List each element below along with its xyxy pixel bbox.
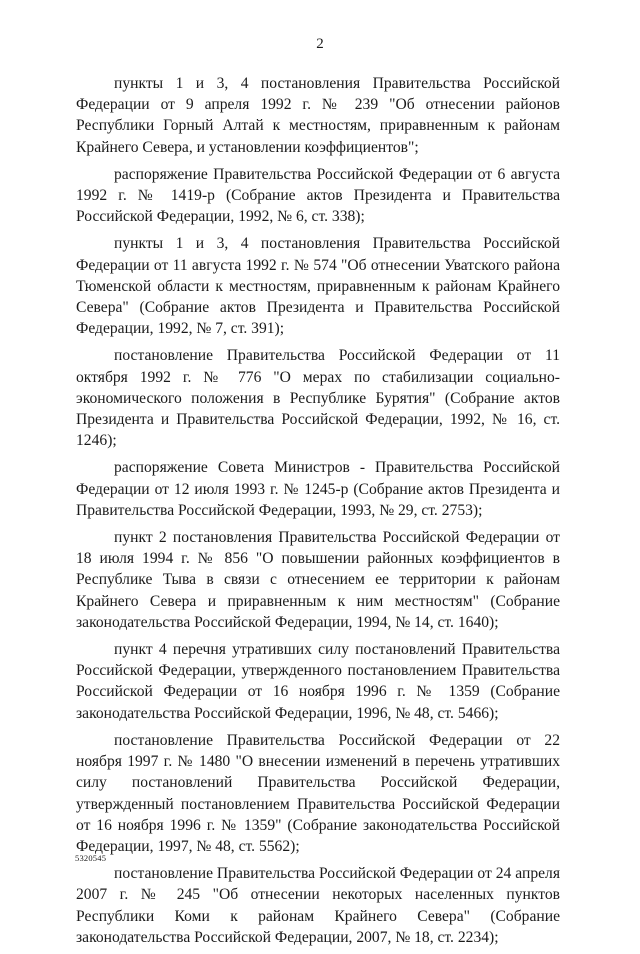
list-item: пункт 4 перечня утративших силу постановлений Правительства Российской Федерации, утвержденного постановлением Правительства Российской Федерации от 16 ноября 1996 г. № 1359 (Собрание законодательства Российской Федерации, 1996, № 48, ст. 5466); <box>76 641 560 722</box>
page-number: 2 <box>316 36 324 52</box>
list-item: постановление Правительства Российской Федерации от 24 апреля 2007 г. № 245 "Об отнесении некоторых населенных пунктов Республики Коми к районам Крайнего Севера" (Собрание законодательства Российской Федерации, 2007, № 18, ст. 2234); <box>76 865 560 946</box>
list-item: распоряжение Совета Министров - Правительства Российской Федерации от 12 июля 1993 г. № 1245-р (Собрание актов Президента и Правительства Российской Федерации, 1993, № 29, ст. 2753); <box>76 459 560 519</box>
list-item: пункты 1 и 3, 4 постановления Правительства Российской Федерации от 9 апреля 1992 г. № 239 "Об отнесении районов Республики Горный Алтай к местностям, приравненным к районам Крайнего Севера, и установлении коэффициентов"; <box>76 75 560 156</box>
list-item: постановление Правительства Российской Федерации от 11 октября 1992 г. № 776 "О мерах по стабилизации социально-экономического положения в Республике Бурятия" (Собрание актов Президента и Правительства Российской Федерации, 1992, № 16, ст. 1246); <box>76 347 560 450</box>
list-item: постановление Правительства Российской Федерации от 22 ноября 1997 г. № 1480 "О внесении изменений в перечень утративших силу постановлений Правительства Российской Федерации, утвержденный постановлением Правительства Российской Федерации от 16 ноября 1996 г. № 1359" (Собрание законодательства Российской Федерации, 1997, № 48, ст. 5562); <box>76 731 560 855</box>
list-item: распоряжение Правительства Российской Федерации от 6 августа 1992 г. № 1419-р (Собрание актов Президента и Правительства Российской Федерации, 1992, № 6, ст. 338); <box>76 165 560 226</box>
list-item: пункт 2 постановления Правительства Российской Федерации от 18 июля 1994 г. № 856 "О повышении районных коэффициентов в Республике Тыва в связи с отнесением ее территории к районам Крайнего Севера и приравненным к ним местностям" (Собрание законодательства Российской Федерации, 1994, № 14, ст. 1640); <box>76 529 560 631</box>
document-body <box>76 73 560 954</box>
list-item: пункты 1 и 3, 4 постановления Правительства Российской Федерации от 11 августа 1992 г. № 574 "Об отнесении Уватского района Тюменской области к местностям, приравненным к районам Крайнего Севера" (Собрание актов Президента и Правительства Российской Федерации, 1992, № 7, ст. 391); <box>76 235 560 338</box>
document-code: 5320545 <box>75 853 107 863</box>
